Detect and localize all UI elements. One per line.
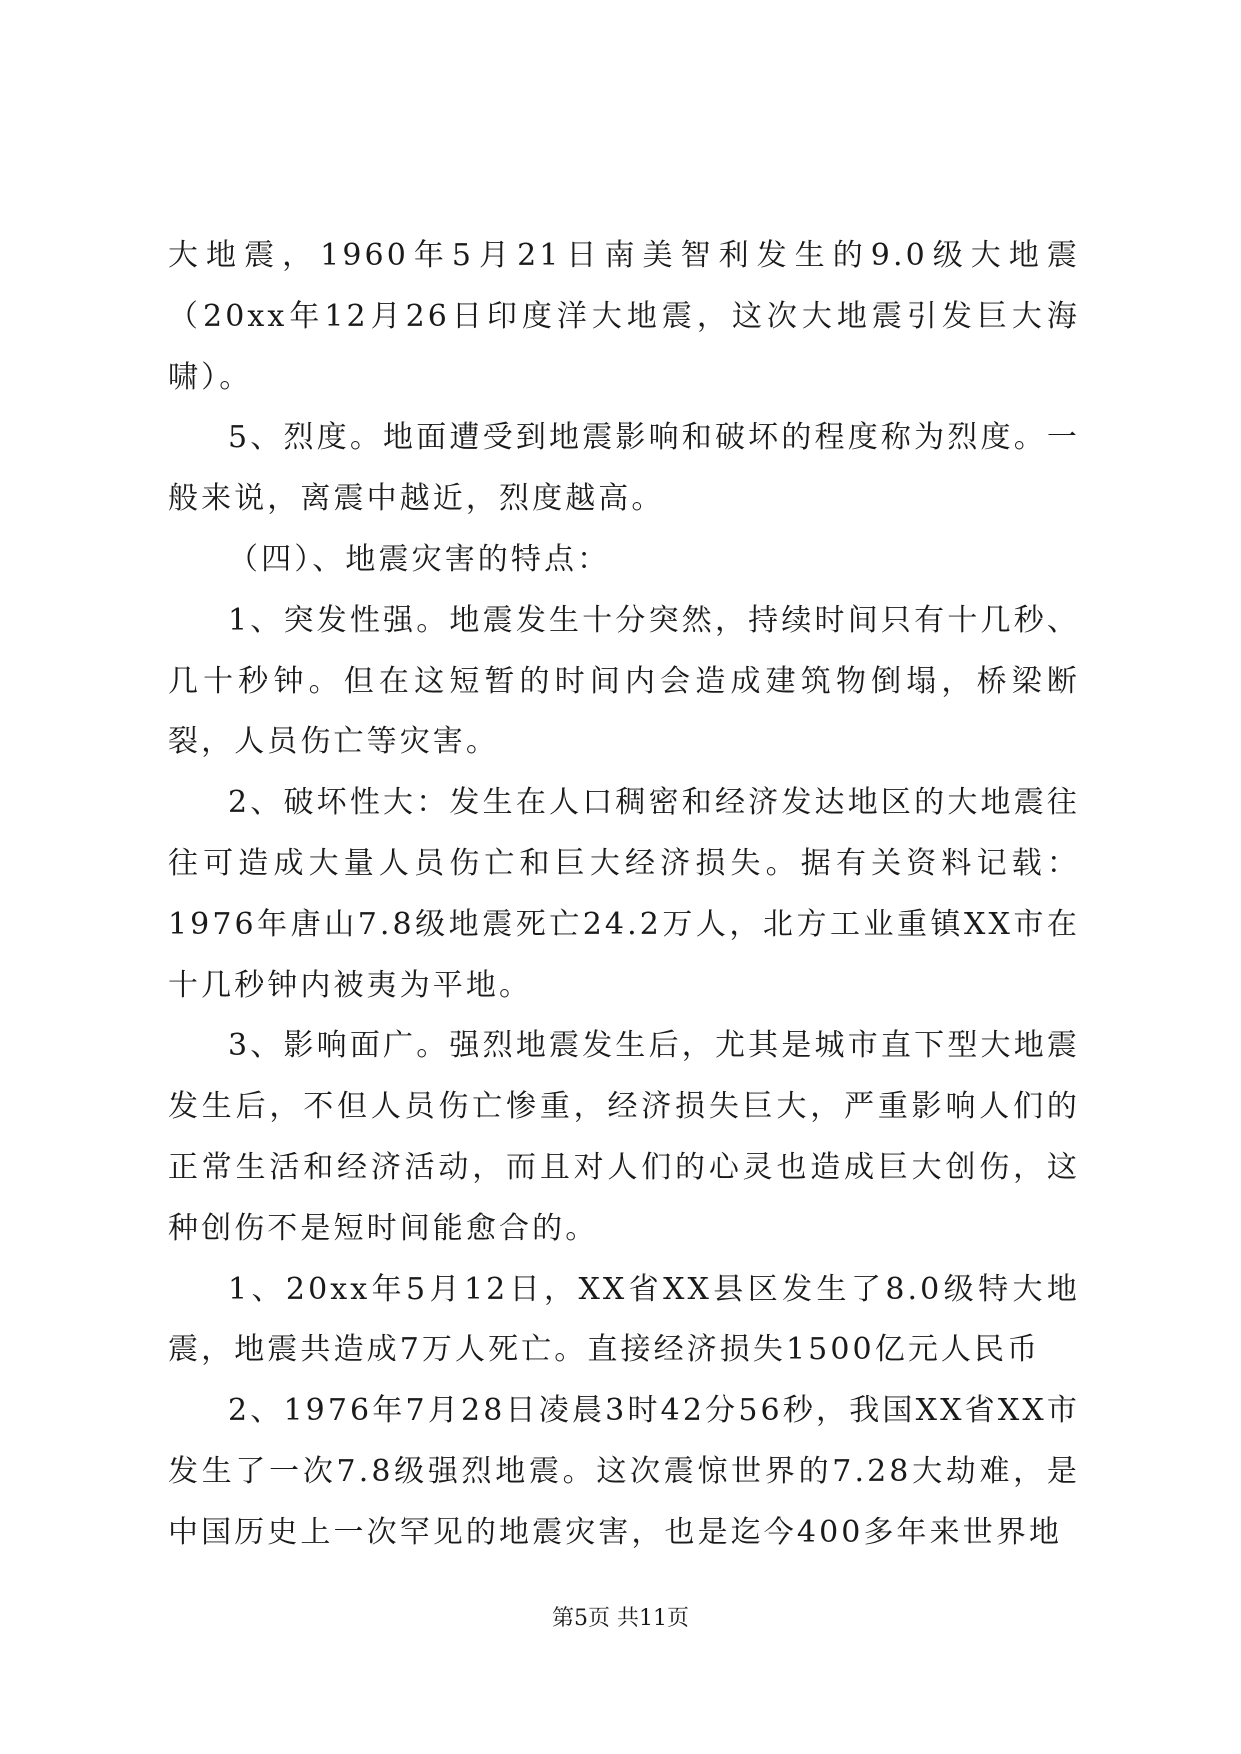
paragraph-destructiveness: 2、破坏性大：发生在人口稠密和经济发达地区的大地震往往可造成大量人员伤亡和巨大经济损失。据有关资料记载：1976年唐山7.8级地震死亡24.2万人，北方工业重镇XX市在十几秒钟内被夷为平地。	[168, 785, 1080, 1003]
paragraph-intensity: 5、烈度。地面遭受到地震影响和破坏的程度称为烈度。一般来说，离震中越近，烈度越高。	[168, 420, 1080, 517]
paragraph-example-1: 1、20xx年5月12日，XX省XX县区发生了8.0级特大地震，地震共造成7万人死亡。直接经济损失1500亿元人民币	[168, 1271, 1080, 1368]
paragraph-wide-impact: 3、影响面广。强烈地震发生后，尤其是城市直下型大地震发生后，不但人员伤亡惨重，经济损失巨大，严重影响人们的正常生活和经济活动，而且对人们的心灵也造成巨大创伤，这种创伤不是短时间能愈合的。	[168, 1028, 1080, 1246]
page-number-footer: 第5页 共11页	[552, 1606, 689, 1631]
section-heading-characteristics: （四）、地震灾害的特点：	[228, 541, 611, 577]
document-body	[168, 226, 1080, 1564]
paragraph-suddenness: 1、突发性强。地震发生十分突然，持续时间只有十几秒、几十秒钟。但在这短暂的时间内会造成建筑物倒塌，桥梁断裂，人员伤亡等灾害。	[168, 602, 1080, 760]
paragraph-continuation: 大地震，1960年5月21日南美智利发生的9.0级大地震（20xx年12月26日印度洋大地震，这次大地震引发巨大海啸）。	[168, 238, 1080, 395]
paragraph-example-2: 2、1976年7月28日凌晨3时42分56秒，我国XX省XX市发生了一次7.8级强烈地震。这次震惊世界的7.28大劫难，是中国历史上一次罕见的地震灾害，也是迄今400多年来世界地	[168, 1393, 1080, 1550]
